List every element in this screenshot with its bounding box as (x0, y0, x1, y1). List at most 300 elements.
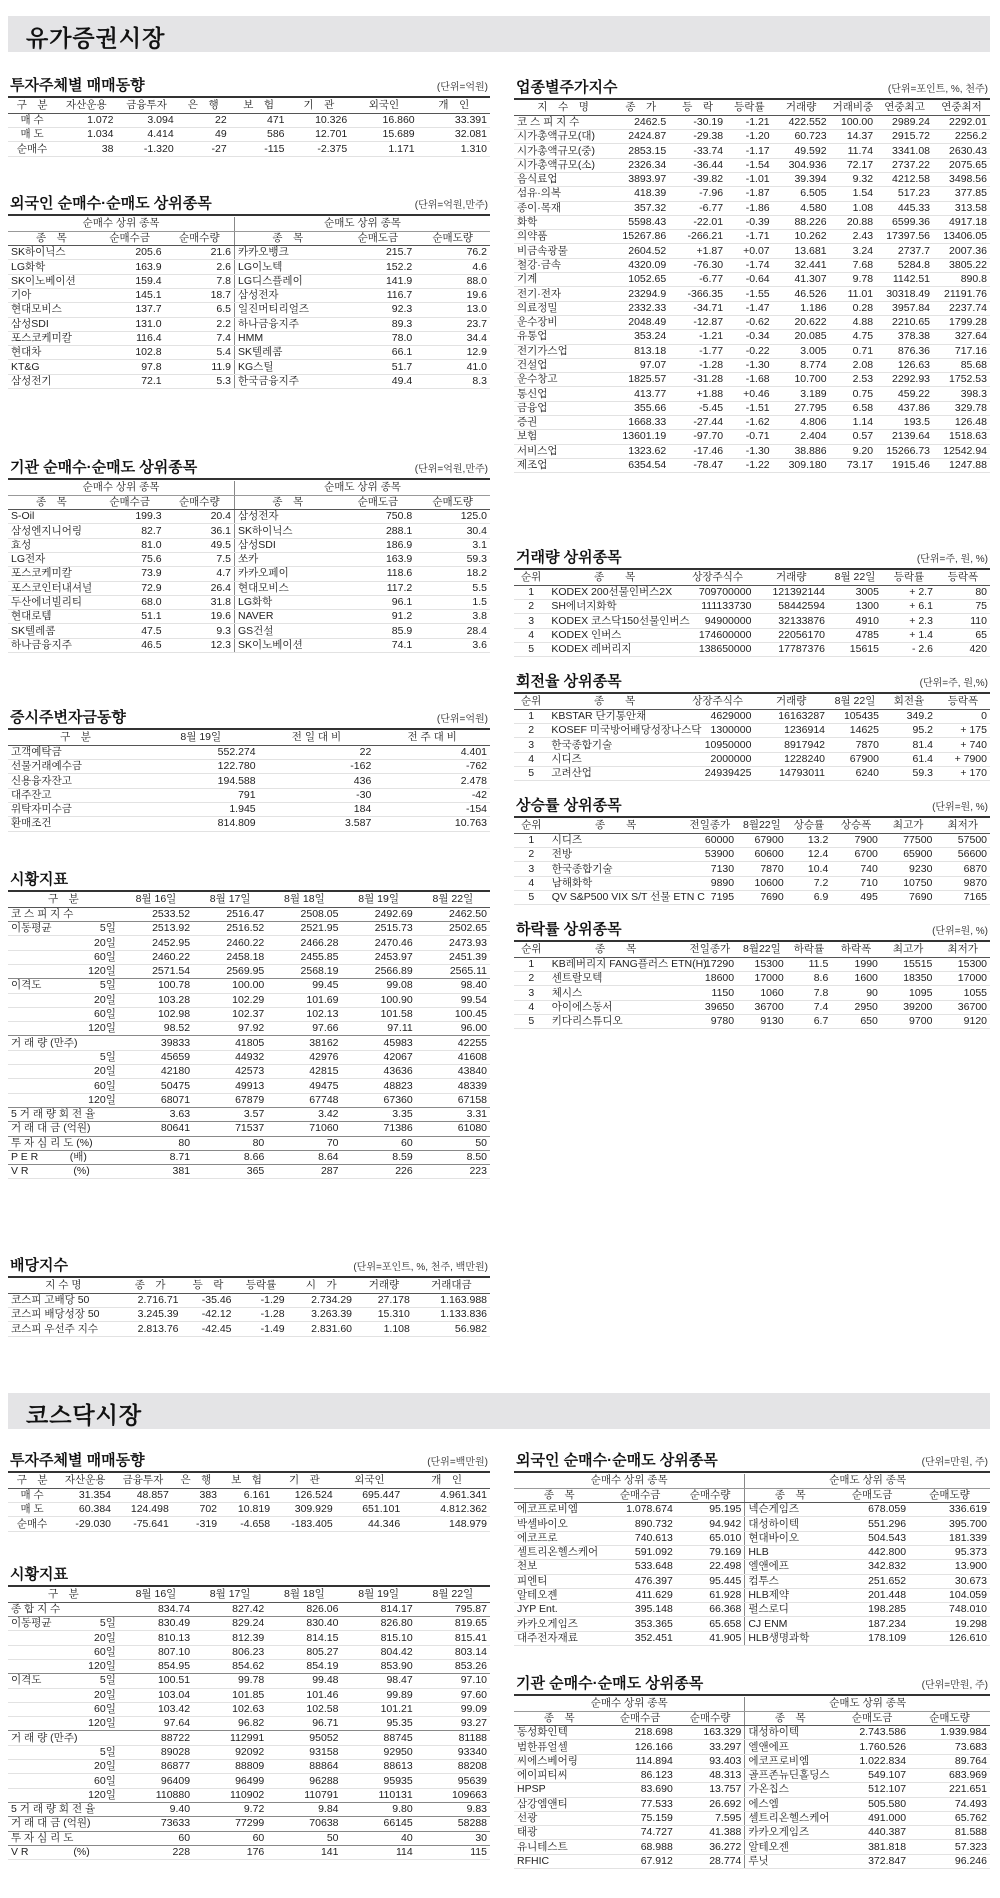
table-cell: 74.727 (604, 1826, 675, 1840)
table-cell: 70638 (267, 1817, 341, 1831)
table-cell: 78.0 (341, 331, 416, 345)
table-cell: 159.4 (95, 274, 165, 288)
table-cell: 95639 (416, 1774, 490, 1788)
table-cell: 0.28 (830, 301, 877, 315)
table-cell: KT&G (8, 360, 95, 374)
table-cell: 42255 (416, 1036, 490, 1050)
table-cell (80, 1731, 119, 1745)
table-cell: 15.310 (355, 1308, 413, 1322)
table-row (8, 1503, 490, 1517)
column-header: 은 행 (177, 99, 230, 113)
table-row (514, 215, 990, 229)
table-row (8, 1831, 490, 1845)
table-cell: 삼강엠앤티 (514, 1797, 604, 1811)
table-cell: 60 (193, 1831, 267, 1845)
column-header: 순매도량 (415, 231, 490, 245)
kospi-volume-top-section (514, 550, 990, 657)
table-cell: 27.795 (773, 401, 830, 415)
table-cell: 1825.57 (612, 373, 669, 387)
table-row (514, 600, 990, 614)
table-cell: 98.40 (416, 979, 490, 993)
table-cell: 서비스업 (514, 444, 612, 458)
table-row (8, 1631, 490, 1645)
table-cell: 17290 (683, 957, 738, 971)
table-cell: 일진머티리얼즈 (235, 303, 341, 317)
table-cell: 112991 (193, 1731, 267, 1745)
unit-note: (단위=억원,만주) (414, 464, 488, 475)
table-cell: 13601.19 (612, 430, 669, 444)
column-header: 금융투자 (116, 99, 176, 113)
table-cell (80, 907, 119, 921)
table-row (514, 416, 990, 430)
column-header: 등락률 (882, 571, 936, 585)
table-cell (8, 1659, 80, 1673)
table-cell: 71060 (267, 1122, 341, 1136)
table-cell: 26.4 (165, 581, 235, 595)
table-cell: 하나금융지주 (8, 638, 95, 652)
table-cell: 6599.36 (876, 215, 933, 229)
table-cell: SK이노베이션 (235, 638, 341, 652)
header-row (514, 1488, 990, 1502)
table-cell: 60일 (80, 1007, 119, 1021)
table-row (8, 1022, 490, 1036)
table-cell: 199.3 (95, 510, 165, 524)
table-cell: 152.2 (341, 260, 416, 274)
table-cell: 10600 (737, 876, 787, 890)
table-cell: 33.391 (418, 113, 490, 127)
table-cell: -366.35 (669, 287, 726, 301)
table-cell: 125.0 (415, 510, 490, 524)
column-header: 거래량 (754, 571, 828, 585)
table-cell: 36.272 (676, 1840, 745, 1854)
table-cell: 66145 (342, 1817, 416, 1831)
table-cell: 105435 (828, 709, 882, 723)
table-cell: -1.22 (726, 458, 773, 472)
column-header: 8월 19일 (143, 731, 259, 745)
column-header: 8월 22일 (828, 571, 882, 585)
table-row (514, 315, 990, 329)
table-cell: 184 (259, 802, 375, 816)
data-table (514, 101, 990, 473)
table-cell: -1.86 (726, 201, 773, 215)
table-cell: 17000 (737, 972, 787, 986)
table-row (514, 1531, 990, 1545)
section-title: 하락률 상위종목 (516, 921, 622, 938)
table-cell: 5 (514, 890, 549, 904)
table-cell: 2237.74 (933, 301, 990, 315)
column-header: 순매도금 (341, 495, 416, 509)
table-row (514, 1014, 990, 1028)
table-cell: 15300 (935, 957, 990, 971)
table-row (514, 458, 990, 472)
table-cell: 39650 (683, 1000, 738, 1014)
table-cell: 80 (193, 1136, 267, 1150)
table-row (514, 614, 990, 628)
column-header: 자산운용 (56, 99, 116, 113)
table-cell: HMM (235, 331, 341, 345)
table-cell: 11.9 (165, 360, 235, 374)
table-cell: 50 (267, 1831, 341, 1845)
table-cell (8, 1717, 80, 1731)
table-cell: 44932 (193, 1050, 267, 1064)
table-cell: 137.7 (95, 303, 165, 317)
table-cell: 8.774 (773, 358, 830, 372)
section-title: 회전율 상위종목 (516, 673, 622, 690)
table-cell: 10950000 (681, 738, 755, 752)
header-row (514, 819, 990, 833)
table-cell: 4 (514, 876, 549, 890)
table-cell: 2533.52 (119, 907, 193, 921)
table-cell: 셀트리온헬스케어 (514, 1545, 604, 1559)
table-cell: -97.70 (669, 430, 726, 444)
table-cell: 4 (514, 1000, 549, 1014)
column-header: 8월 19일 (342, 893, 416, 907)
table-cell: 고객예탁금 (8, 745, 143, 759)
table-cell: 2424.87 (612, 130, 669, 144)
table-cell: 15267.86 (612, 230, 669, 244)
table-cell: SK하이닉스 (235, 524, 341, 538)
table-cell: 6.9 (787, 890, 832, 904)
table-cell: 890.8 (933, 273, 990, 287)
table-row (514, 172, 990, 186)
kospi-institution-top-section (8, 460, 490, 653)
table-cell: 20일 (80, 1688, 119, 1702)
table-row (514, 115, 990, 129)
table-cell: 3.094 (116, 113, 176, 127)
table-cell: 의료정밀 (514, 301, 612, 315)
table-cell: 철강·금속 (514, 258, 612, 272)
table-cell: 110791 (267, 1788, 341, 1802)
table-row (514, 724, 990, 738)
table-cell: -0.39 (726, 215, 773, 229)
table-cell: 398.3 (933, 387, 990, 401)
column-header: 종 가 (119, 1279, 182, 1293)
table-cell (8, 1093, 80, 1107)
table-cell: 화학 (514, 215, 612, 229)
column-header: 하락폭 (831, 943, 881, 957)
table-cell: 804.42 (342, 1645, 416, 1659)
group-header: 순매수 상위 종목 (8, 217, 235, 231)
table-cell: 7.8 (787, 986, 832, 1000)
data-table (8, 893, 490, 1179)
table-cell: 보험 (514, 430, 612, 444)
table-cell: 30318.49 (876, 287, 933, 301)
table-row (514, 287, 990, 301)
header-row (514, 1711, 990, 1725)
table-row (8, 1659, 490, 1673)
table-cell: 120일 (80, 1022, 119, 1036)
table-cell: 3.35 (342, 1107, 416, 1121)
table-cell: 삼성엔지니어링 (8, 524, 95, 538)
table-cell: 88809 (193, 1760, 267, 1774)
table-cell (8, 1760, 80, 1774)
table-cell: 88722 (119, 1731, 193, 1745)
table-row (8, 993, 490, 1007)
table-cell: 33.297 (676, 1740, 745, 1754)
table-cell: 2515.73 (342, 922, 416, 936)
table-cell: 운수창고 (514, 373, 612, 387)
table-cell: 110131 (342, 1788, 416, 1802)
section-header (8, 872, 490, 892)
table-cell: - 2.6 (882, 642, 936, 656)
table-row (8, 760, 490, 774)
table-cell: 1.133.836 (413, 1308, 490, 1322)
table-row (8, 1150, 490, 1164)
table-cell: -1.51 (726, 401, 773, 415)
table-cell: 215.7 (341, 246, 416, 260)
table-cell: 505.580 (835, 1797, 909, 1811)
column-header: 은 행 (172, 1474, 220, 1488)
table-row (8, 1322, 490, 1336)
table-cell: 18.7 (165, 288, 235, 302)
column-header: 하락률 (787, 943, 832, 957)
table-cell: 엘앤에프 (745, 1740, 835, 1754)
table-cell: 31.354 (56, 1488, 114, 1502)
table-cell: 36700 (737, 1000, 787, 1014)
table-cell: 15300 (737, 957, 787, 971)
table-cell: -266.21 (669, 230, 726, 244)
table-cell: 2569.95 (193, 964, 267, 978)
table-cell: 2332.33 (612, 301, 669, 315)
table-cell: 2950 (831, 1000, 881, 1014)
column-header: 거래량 (355, 1279, 413, 1293)
table-cell: 7690 (881, 890, 936, 904)
table-cell: 91.2 (341, 610, 416, 624)
table-cell: GS건설 (235, 624, 341, 638)
table-cell: 88745 (342, 1731, 416, 1745)
table-cell (8, 1645, 80, 1659)
table-cell: 41805 (193, 1036, 267, 1050)
table-cell: KG스틸 (235, 360, 341, 374)
table-row (8, 1079, 490, 1093)
table-cell: 9230 (881, 862, 936, 876)
table-cell: +0.07 (726, 244, 773, 258)
table-cell: 코스피 고배당 50 (8, 1293, 119, 1307)
column-header: 순매수량 (165, 495, 235, 509)
table-cell: 6.5 (165, 303, 235, 317)
table-cell: 1.078.674 (604, 1503, 675, 1517)
table-cell: -5.45 (669, 401, 726, 415)
group-header: 순매도 상위 종목 (745, 1697, 990, 1711)
table-cell: 5 (514, 766, 548, 780)
table-cell: 4.6 (415, 260, 490, 274)
table-cell: 413.77 (612, 387, 669, 401)
table-cell: 101.21 (342, 1702, 416, 1716)
table-row (8, 950, 490, 964)
table-cell: 88613 (342, 1760, 416, 1774)
table-row (8, 1107, 490, 1121)
table-row (514, 1826, 990, 1840)
table-cell: 태광 (514, 1826, 604, 1840)
table-cell: 20.88 (830, 215, 877, 229)
table-cell: 67900 (828, 752, 882, 766)
table-cell: 6354.54 (612, 458, 669, 472)
table-cell (8, 1702, 80, 1716)
table-cell: 67900 (737, 833, 787, 847)
table-cell: 5 (514, 642, 548, 656)
table-row (8, 788, 490, 802)
table-cell: 512.107 (835, 1783, 909, 1797)
table-cell: KOSEF 미국방어배당성장나스닥 (548, 724, 680, 738)
table-cell: 4.812.362 (403, 1503, 490, 1517)
table-cell: 7.4 (787, 1000, 832, 1014)
table-cell: 876.36 (876, 344, 933, 358)
table-cell: 807.10 (119, 1645, 193, 1659)
table-cell: 3.8 (415, 610, 490, 624)
table-cell: 476.397 (604, 1574, 675, 1588)
table-cell: 3.245.39 (119, 1308, 182, 1322)
table-cell: -1.21 (669, 330, 726, 344)
table-cell: 23294.9 (612, 287, 669, 301)
table-cell: 178.109 (835, 1631, 909, 1645)
table-cell: 313.58 (933, 201, 990, 215)
table-cell: -34.71 (669, 301, 726, 315)
table-cell: 17000 (935, 972, 990, 986)
data-table (514, 943, 990, 1029)
table-cell: 2139.64 (876, 430, 933, 444)
table-cell: 2.43 (830, 230, 877, 244)
table-cell: 329.78 (933, 401, 990, 415)
table-cell: 96288 (267, 1774, 341, 1788)
table-cell: 1055 (935, 986, 990, 1000)
table-cell: 34.4 (415, 331, 490, 345)
table-cell: 309.929 (273, 1503, 336, 1517)
table-cell: 27.178 (355, 1293, 413, 1307)
column-header: 상승률 (787, 819, 832, 833)
table-cell: 센트랄모텍 (549, 972, 683, 986)
table-row (514, 585, 990, 599)
table-cell: 10.4 (787, 862, 832, 876)
table-cell: 551.296 (835, 1517, 909, 1531)
table-cell: 411.629 (604, 1588, 675, 1602)
table-cell: 10.262 (773, 230, 830, 244)
table-cell: 1.034 (56, 128, 116, 142)
table-cell: 8917942 (754, 738, 828, 752)
table-row (514, 1740, 990, 1754)
table-cell: 3.6 (415, 638, 490, 652)
table-cell: 517.23 (876, 187, 933, 201)
table-cell: 2989.24 (876, 115, 933, 129)
group-header: 순매수 상위 종목 (514, 1474, 745, 1488)
data-table (514, 1697, 990, 1869)
table-cell: 12.9 (415, 346, 490, 360)
table-cell: 12.4 (787, 848, 832, 862)
table-cell: 비금속광물 (514, 244, 612, 258)
table-cell: 10.763 (374, 817, 490, 831)
table-cell: -6.77 (669, 201, 726, 215)
table-cell: 94.942 (676, 1517, 745, 1531)
table-cell: 223 (416, 1165, 490, 1179)
table-cell: 120일 (80, 1788, 119, 1802)
table-row (8, 979, 490, 993)
table-cell: 전기·전자 (514, 287, 612, 301)
table-cell: 66.368 (676, 1603, 745, 1617)
table-cell: 20.622 (773, 315, 830, 329)
table-cell: 50475 (119, 1079, 193, 1093)
table-row (514, 642, 990, 656)
table-cell: 18.2 (415, 567, 490, 581)
table-cell: 1300 (828, 600, 882, 614)
table-cell: 2516.47 (193, 907, 267, 921)
table-cell: 99.54 (416, 993, 490, 1007)
section-header (8, 1453, 490, 1473)
group-header-row (514, 1474, 990, 1488)
table-cell: 49.4 (341, 374, 416, 388)
column-header: 전일종가 (683, 943, 738, 957)
table-cell: 5 (514, 1014, 549, 1028)
table-cell: 102.13 (267, 1007, 341, 1021)
column-header: 8월 22일 (416, 893, 490, 907)
table-cell: 99.45 (267, 979, 341, 993)
table-cell: -1.68 (726, 373, 773, 387)
table-cell: 812.39 (193, 1631, 267, 1645)
table-cell: -1.01 (726, 172, 773, 186)
table-cell: + 2.7 (882, 585, 936, 599)
table-cell: 7195 (683, 890, 738, 904)
table-cell: 36700 (935, 1000, 990, 1014)
table-cell: 95935 (342, 1774, 416, 1788)
table-row (8, 246, 490, 260)
table-row (8, 1688, 490, 1702)
table-cell: 549.107 (835, 1768, 909, 1782)
table-row (514, 1783, 990, 1797)
table-cell: 20.4 (165, 510, 235, 524)
table-cell: 99.78 (193, 1674, 267, 1688)
table-row (8, 1760, 490, 1774)
table-row (8, 1602, 490, 1616)
table-cell: 신용융자잔고 (8, 774, 143, 788)
table-cell: 795.87 (416, 1602, 490, 1616)
table-cell: 음식료업 (514, 172, 612, 186)
table-cell: 829.24 (193, 1617, 267, 1631)
table-cell: 100.45 (416, 1007, 490, 1021)
table-cell: 8.64 (267, 1150, 341, 1164)
table-cell: 65.658 (676, 1617, 745, 1631)
table-cell (8, 1631, 80, 1645)
table-cell: 포스코케미칼 (8, 331, 95, 345)
table-cell: 8.59 (342, 1150, 416, 1164)
table-row (514, 144, 990, 158)
table-cell: 1.108 (355, 1322, 413, 1336)
table-cell: 124.498 (114, 1503, 172, 1517)
table-cell: 442.800 (835, 1545, 909, 1559)
table-cell: 586 (230, 128, 288, 142)
section-title: 외국인 순매수·순매도 상위종목 (516, 1452, 718, 1469)
table-cell: 97.64 (119, 1717, 193, 1731)
table-cell: 거 래 대 금 (억원) (8, 1817, 80, 1831)
column-header: 순매수량 (676, 1488, 745, 1502)
table-cell: 8.50 (416, 1150, 490, 1164)
column-header: 기 관 (288, 99, 351, 113)
table-cell: 353.365 (604, 1617, 675, 1631)
table-cell: 1236914 (754, 724, 828, 738)
table-cell: 102.8 (95, 346, 165, 360)
table-cell: 1300000 (681, 724, 755, 738)
table-cell: +1.88 (669, 387, 726, 401)
kospi-investor-trading-section (8, 78, 490, 157)
table-cell: 체시스 (549, 986, 683, 1000)
column-header: 순매도량 (909, 1488, 990, 1502)
table-cell: 176 (193, 1845, 267, 1859)
column-header: 순매수량 (165, 231, 235, 245)
table-cell: -1.320 (116, 142, 176, 156)
table-cell: 1.945 (143, 802, 259, 816)
table-cell: + 170 (936, 766, 990, 780)
table-cell: 1142.51 (876, 273, 933, 287)
table-cell: 피엔티 (514, 1574, 604, 1588)
header-row (514, 943, 990, 957)
table-cell: 815.10 (342, 1631, 416, 1645)
